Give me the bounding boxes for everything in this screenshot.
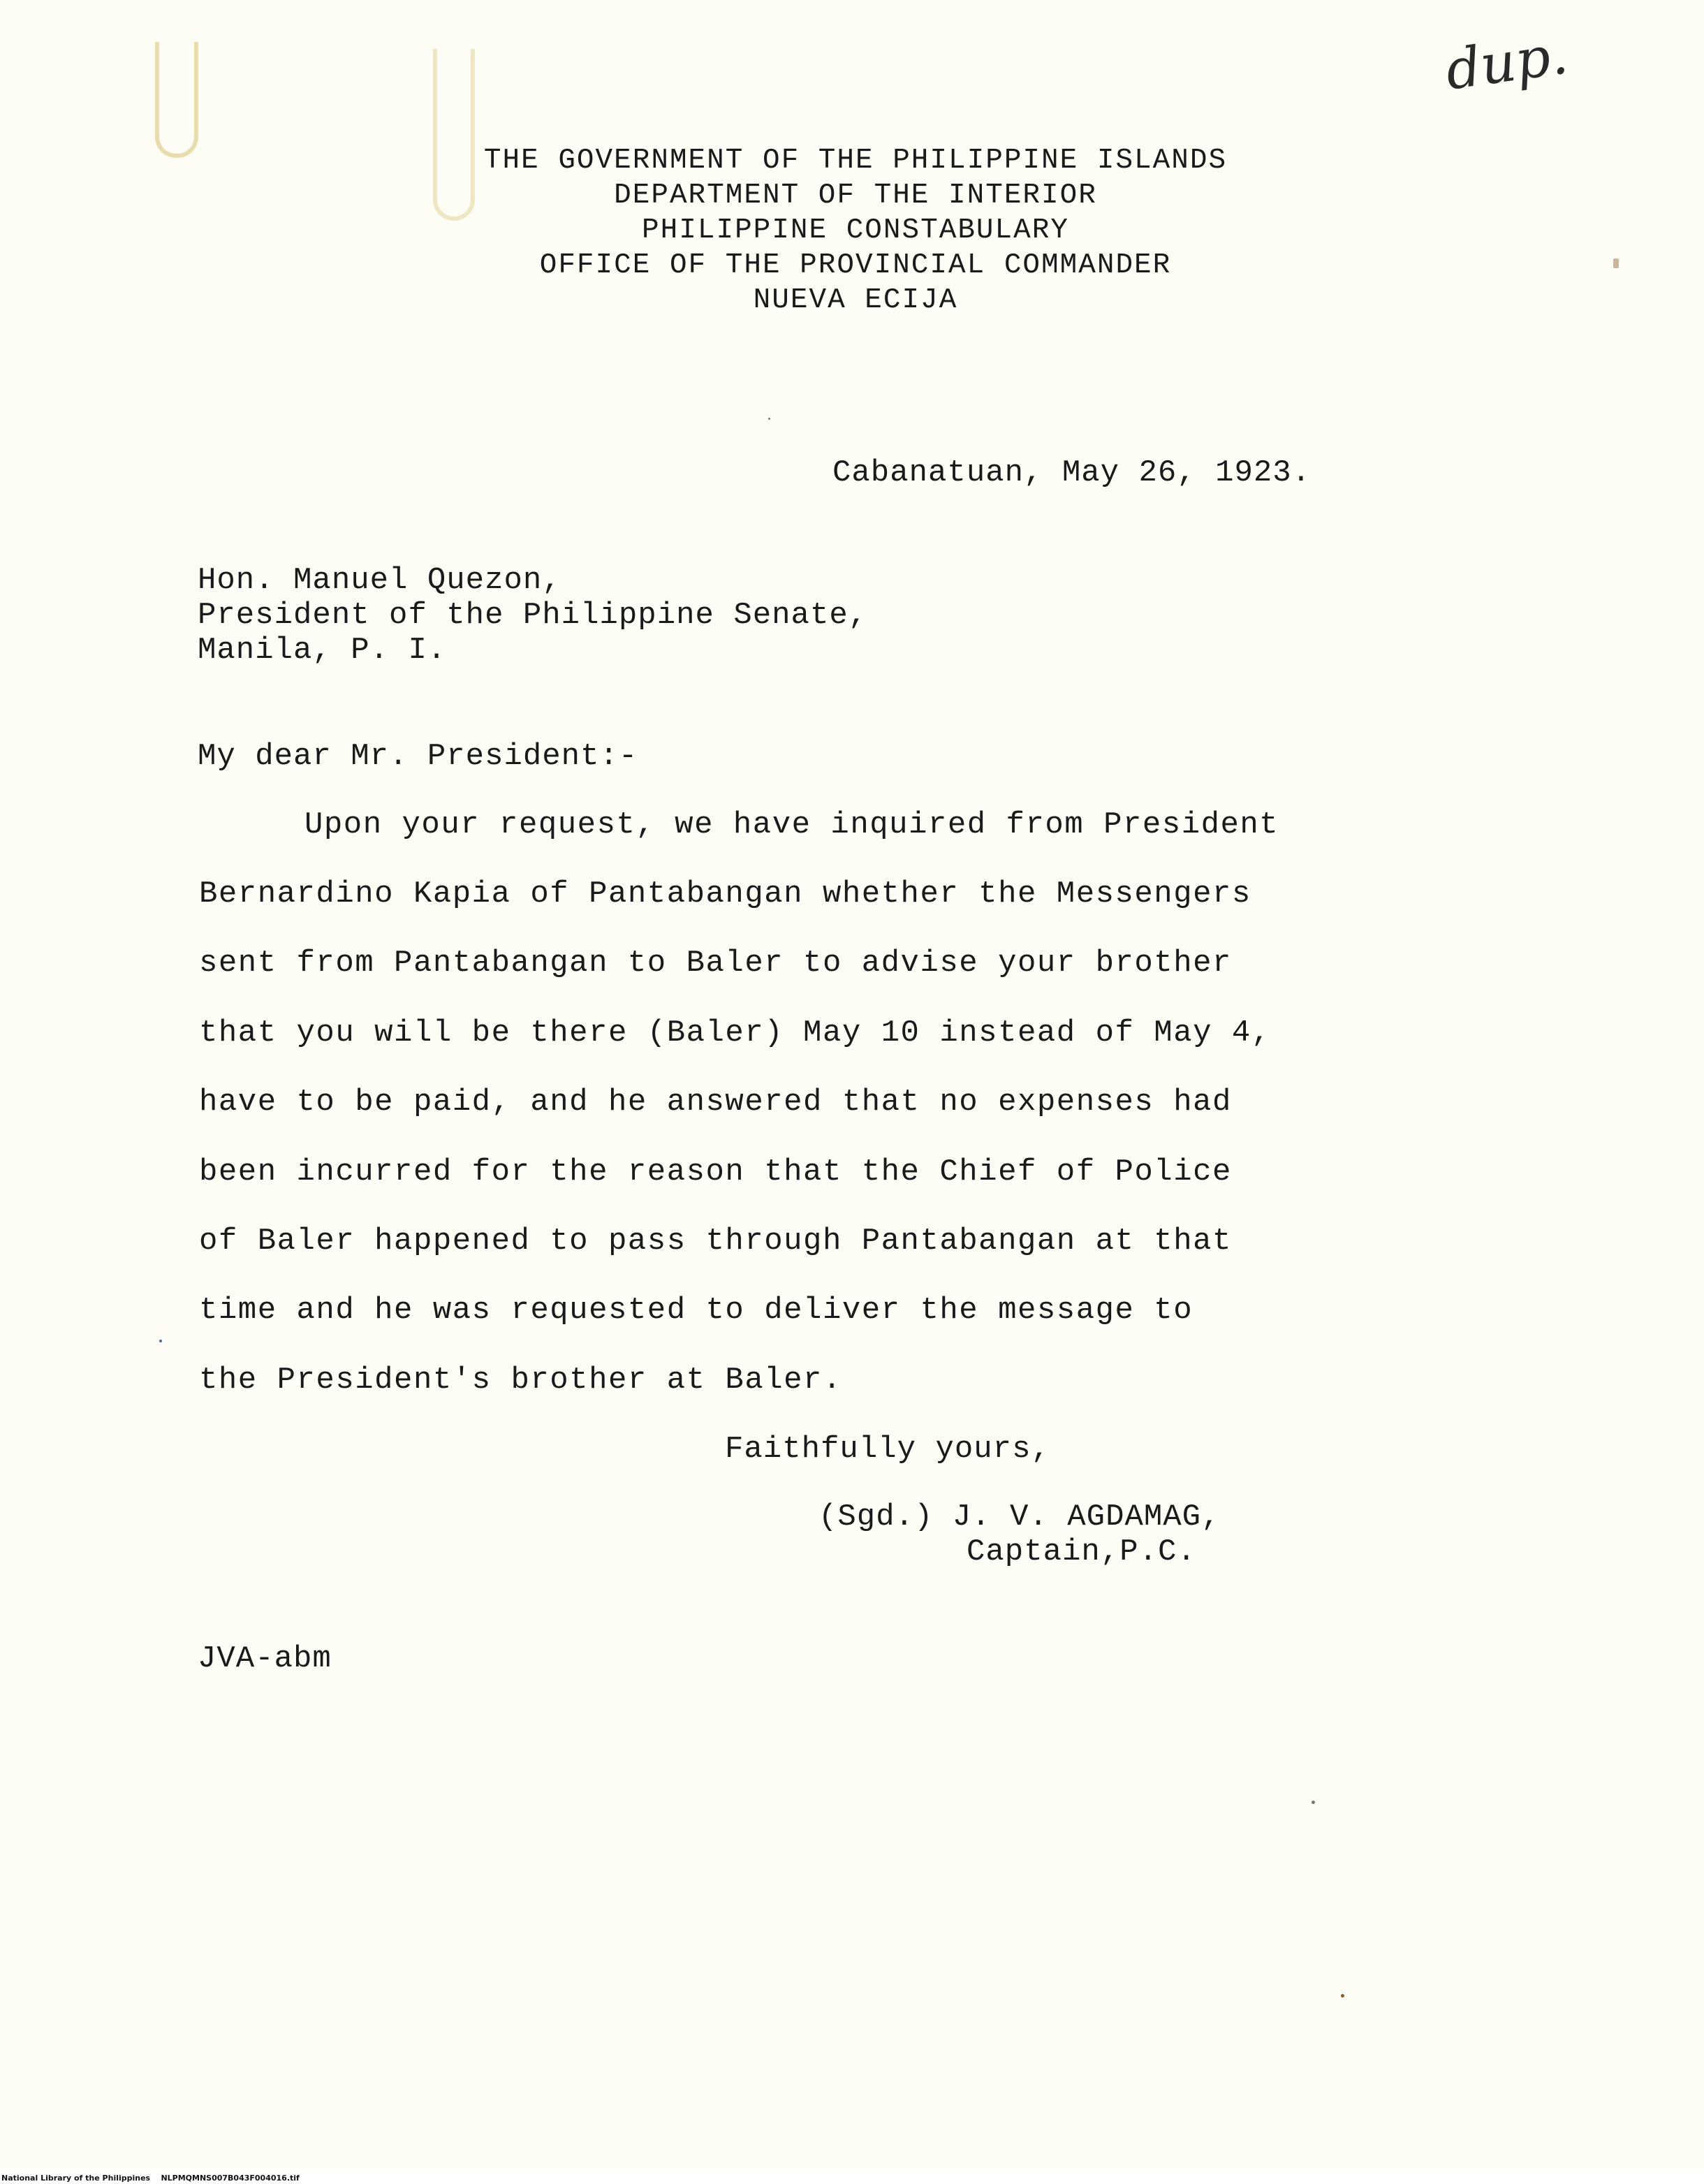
scan-footer bbox=[0, 2169, 1704, 2184]
handwritten-annotation: dup. bbox=[1441, 23, 1572, 103]
footer-file-id: NLPMQMNS007B043F004016.tif bbox=[161, 2174, 300, 2183]
date-line: Cabanatuan, May 26, 1923. bbox=[832, 455, 1312, 490]
body-line: time and he was requested to deliver the message to bbox=[199, 1293, 1193, 1328]
body-line: the President's brother at Baler. bbox=[199, 1363, 842, 1398]
paper-speck bbox=[159, 1340, 162, 1342]
paper-clip-stain-left bbox=[155, 42, 198, 158]
addressee-name: Hon. Manuel Quezon, bbox=[198, 563, 561, 598]
body-line: of Baler happened to pass through Pantabangan at that bbox=[199, 1224, 1232, 1259]
reference-initials: JVA-abm bbox=[198, 1641, 332, 1676]
paper-speck bbox=[768, 418, 770, 420]
letterhead-line: THE GOVERNMENT OF THE PHILIPPINE ISLANDS bbox=[483, 145, 1228, 177]
body-line: have to be paid, and he answered that no expenses had bbox=[199, 1085, 1232, 1120]
signature-name: (Sgd.) J. V. AGDAMAG, bbox=[818, 1500, 1221, 1534]
paper-speck bbox=[1341, 1994, 1344, 1998]
letterhead-line: DEPARTMENT OF THE INTERIOR bbox=[614, 179, 1097, 212]
signature-rank: Captain,P.C. bbox=[967, 1534, 1196, 1569]
body-line: Bernardino Kapia of Pantabangan whether the Messengers bbox=[199, 877, 1251, 911]
scan-footer-text bbox=[1, 2174, 300, 2183]
paper-speck bbox=[1312, 1801, 1315, 1804]
closing: Faithfully yours, bbox=[725, 1432, 1050, 1467]
body-line: that you will be there (Baler) May 10 instead of May 4, bbox=[199, 1016, 1271, 1050]
body-line: sent from Pantabangan to Baler to advise your brother bbox=[199, 946, 1232, 981]
salutation: My dear Mr. President:- bbox=[198, 739, 638, 774]
letterhead-line: OFFICE OF THE PROVINCIAL COMMANDER bbox=[539, 249, 1172, 281]
paper-speck bbox=[1613, 258, 1619, 268]
addressee-location: Manila, P. I. bbox=[198, 633, 447, 668]
letterhead bbox=[391, 143, 1320, 318]
addressee-title: President of the Philippine Senate, bbox=[198, 598, 868, 633]
body-line: been incurred for the reason that the Chief of Police bbox=[199, 1155, 1232, 1189]
body-line: Upon your request, we have inquired from President bbox=[304, 807, 1279, 842]
letterhead-line: NUEVA ECIJA bbox=[753, 284, 958, 316]
footer-source: National Library of the Philippines bbox=[1, 2174, 151, 2183]
letterhead-line: PHILIPPINE CONSTABULARY bbox=[642, 214, 1069, 247]
